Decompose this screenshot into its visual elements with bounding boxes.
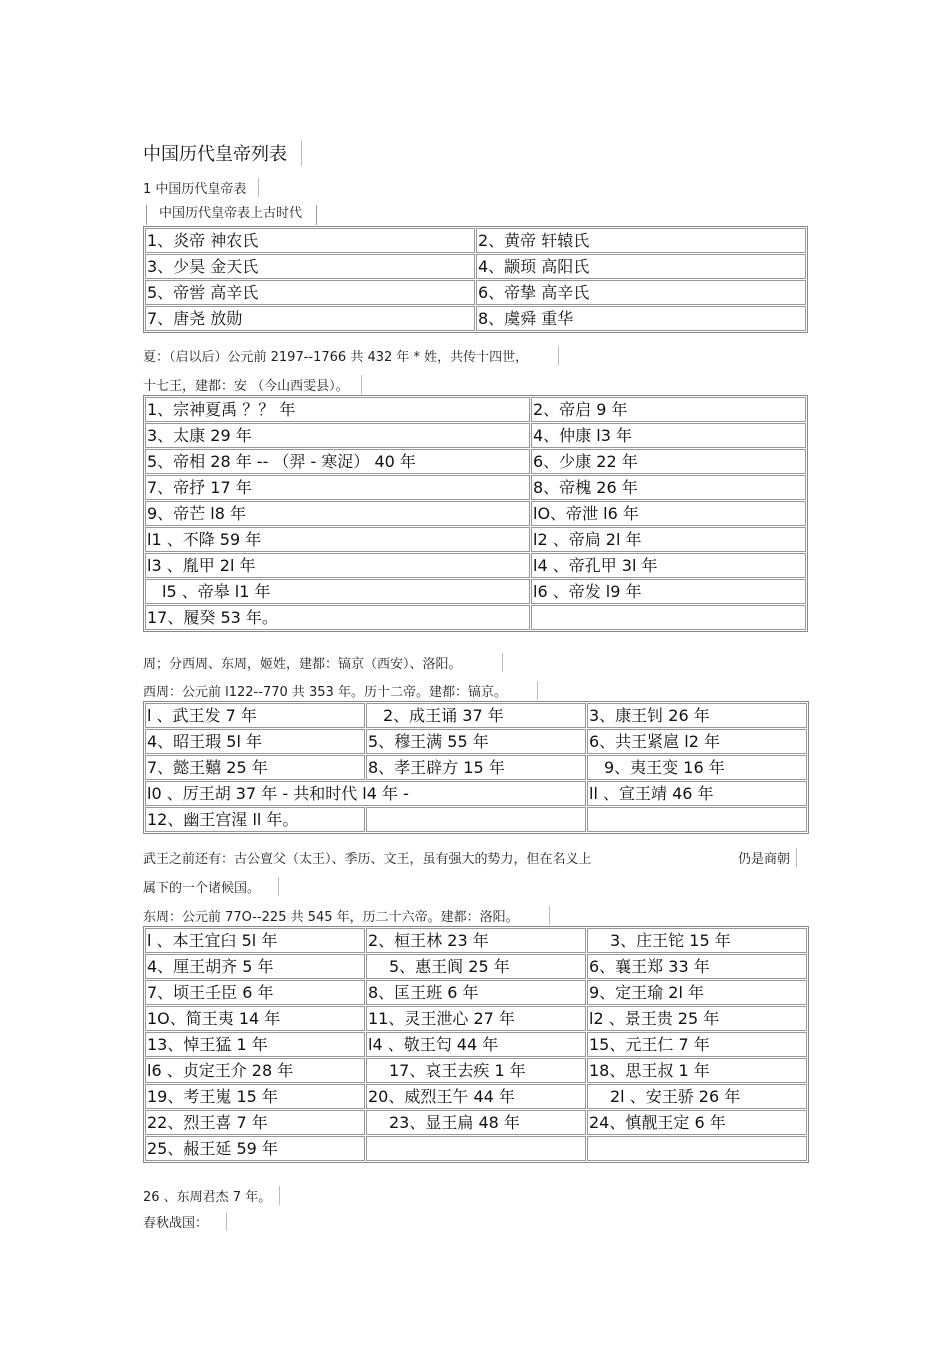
table-cell: 11、灵王泄心 27 年 [366, 1006, 586, 1031]
section-heading-prehistoric: 中国历代皇帝表上古时代 [146, 205, 317, 225]
table-row [145, 527, 806, 552]
table-cell: 8、帝槐 26 年 [531, 475, 806, 500]
table-cell: 7、帝抒 17 年 [145, 475, 530, 500]
table-cell [366, 807, 586, 832]
east-zhou-table [143, 926, 809, 1163]
xia-intro-line-1: 夏：（启以后）公元前 2197--1766 共 432 年 * 姓，共传十四世， [143, 346, 559, 365]
table-row [145, 703, 807, 728]
west-zhou-table [143, 701, 809, 834]
table-cell: 12、幽王宫湦 ll 年。 [145, 807, 365, 832]
table-cell: 9、帝芒 l8 年 [145, 501, 530, 526]
subtitle: 1 中国历代皇帝表 [143, 178, 259, 197]
west-zhou-intro: 西周：公元前 l122--770 共 353 年。历十二帝。建都：镐京。 [143, 681, 538, 700]
table-cell [366, 1136, 586, 1161]
table-cell: 1、宗神夏禹 ？？ 年 [145, 397, 530, 422]
table-row [145, 579, 806, 604]
prehistoric-emperors-table [143, 226, 808, 333]
table-cell [587, 1136, 807, 1161]
table-cell: 4、颛顼 高阳氏 [476, 254, 806, 279]
table-cell: 3、康王钊 26 年 [587, 703, 807, 728]
table-row [145, 1006, 807, 1031]
table-cell: 4、昭王瑕 5l 年 [145, 729, 365, 754]
pre-wu-note-line-1-end: 仍是商朝 [738, 848, 797, 867]
table-row [145, 254, 806, 279]
table-cell: 6、共王紧扈 l2 年 [587, 729, 807, 754]
table-cell: 15、元王仁 7 年 [587, 1032, 807, 1057]
table-row [145, 228, 806, 253]
table-cell: l4 、帝孔甲 3l 年 [531, 553, 806, 578]
table-cell: l3 、胤甲 2l 年 [145, 553, 530, 578]
table-cell: 8、匡王班 6 年 [366, 980, 586, 1005]
table-row [145, 1058, 807, 1083]
table-cell: 7、唐尧 放勋 [145, 306, 475, 331]
table-cell: 9、夷王变 16 年 [587, 755, 807, 780]
table-row [145, 553, 806, 578]
table-row [145, 954, 807, 979]
table-cell [531, 605, 806, 630]
table-cell: 1O、简王夷 14 年 [145, 1006, 365, 1031]
pre-wu-note-line-2: 属下的一个诸候国。 [143, 877, 279, 896]
table-cell: 4、仲康 l3 年 [531, 423, 806, 448]
table-cell: l6 、帝发 l9 年 [531, 579, 806, 604]
table-row [145, 1032, 807, 1057]
table-cell: 17、履癸 53 年。 [145, 605, 530, 630]
table-cell: 13、悼王猛 1 年 [145, 1032, 365, 1057]
table-cell: l6 、贞定王介 28 年 [145, 1058, 365, 1083]
table-cell: 4、厘王胡齐 5 年 [145, 954, 365, 979]
pre-wu-note-line-1: 武王之前还有：古公亶父（太王）、季历、文王，虽有强大的势力，但在名义上 [143, 852, 592, 867]
table-cell: l2 、帝扃 2l 年 [531, 527, 806, 552]
table-cell: 18、思王叔 1 年 [587, 1058, 807, 1083]
table-cell: 6、帝挚 高辛氏 [476, 280, 806, 305]
table-row [145, 1110, 807, 1135]
table-cell: l4 、敬王匄 44 年 [366, 1032, 586, 1057]
table-row [145, 729, 807, 754]
east-zhou-intro: 东周：公元前 77O--225 共 545 年，历二十六帝。建都：洛阳。 [143, 906, 550, 925]
table-cell: 7、顷王壬臣 6 年 [145, 980, 365, 1005]
table-cell [587, 807, 807, 832]
table-cell: 22、烈王喜 7 年 [145, 1110, 365, 1135]
table-row [145, 449, 806, 474]
table-cell: l2 、景王贵 25 年 [587, 1006, 807, 1031]
table-cell: 2、黄帝 轩辕氏 [476, 228, 806, 253]
table-row [145, 280, 806, 305]
table-cell: 5、帝喾 高辛氏 [145, 280, 475, 305]
table-cell: 3、太康 29 年 [145, 423, 530, 448]
table-cell: 23、显王扁 48 年 [366, 1110, 586, 1135]
table-row [145, 605, 806, 630]
table-cell: l0 、厉王胡 37 年 - 共和时代 l4 年 - [145, 781, 586, 806]
table-cell: 7、懿王囏 25 年 [145, 755, 365, 780]
document-title: 中国历代皇帝列表 [143, 140, 302, 166]
table-cell: l5 、帝皋 l1 年 [145, 579, 530, 604]
spring-autumn-heading: 春秋战国： [143, 1212, 227, 1231]
table-cell: 24、慎靓王定 6 年 [587, 1110, 807, 1135]
xia-intro-line-2: 十七王，建都：安 （今山西雯县）。 [143, 375, 362, 394]
table-cell: lO、帝泄 l6 年 [531, 501, 806, 526]
table-row [145, 475, 806, 500]
table-cell: 25、赧王延 59 年 [145, 1136, 365, 1161]
east-zhou-last-ruler: 26 、东周君杰 7 年。 [143, 1186, 280, 1205]
table-cell: 19、考王嵬 15 年 [145, 1084, 365, 1109]
table-cell: 6、襄王郑 33 年 [587, 954, 807, 979]
table-cell: 9、定王瑜 2l 年 [587, 980, 807, 1005]
table-cell: ll 、宣王靖 46 年 [587, 781, 807, 806]
table-cell: 8、虞舜 重华 [476, 306, 806, 331]
table-row [145, 501, 806, 526]
table-row [145, 781, 807, 806]
table-cell: l1 、不降 59 年 [145, 527, 530, 552]
table-cell: 3、庄王铊 15 年 [587, 928, 807, 953]
table-row [145, 755, 807, 780]
table-cell: 20、威烈王午 44 年 [366, 1084, 586, 1109]
table-cell: 6、少康 22 年 [531, 449, 806, 474]
table-cell: 1、炎帝 神农氏 [145, 228, 475, 253]
table-cell: 2、成王诵 37 年 [366, 703, 586, 728]
table-cell: 5、穆王满 55 年 [366, 729, 586, 754]
table-cell: l 、本王宜臼 5l 年 [145, 928, 365, 953]
table-row [145, 423, 806, 448]
table-row [145, 1136, 807, 1161]
table-row [145, 980, 807, 1005]
table-cell: 2、帝启 9 年 [531, 397, 806, 422]
table-cell: 5、帝相 28 年 -- （羿 - 寒浞） 40 年 [145, 449, 530, 474]
table-cell: 2、桓王林 23 年 [366, 928, 586, 953]
table-row [145, 1084, 807, 1109]
table-row [145, 807, 807, 832]
table-cell: 8、孝王辟方 15 年 [366, 755, 586, 780]
zhou-intro: 周；分西周、东周，姬姓，建都：镐京（西安）、洛阳。 [143, 653, 503, 672]
table-cell: 5、惠王阆 25 年 [366, 954, 586, 979]
table-row [145, 306, 806, 331]
xia-dynasty-table [143, 395, 808, 632]
table-cell: 17、哀王去疾 1 年 [366, 1058, 586, 1083]
table-row [145, 397, 806, 422]
table-cell: 3、少昊 金天氏 [145, 254, 475, 279]
table-cell: 2l 、安王骄 26 年 [587, 1084, 807, 1109]
table-cell: l 、武王发 7 年 [145, 703, 365, 728]
table-row [145, 928, 807, 953]
